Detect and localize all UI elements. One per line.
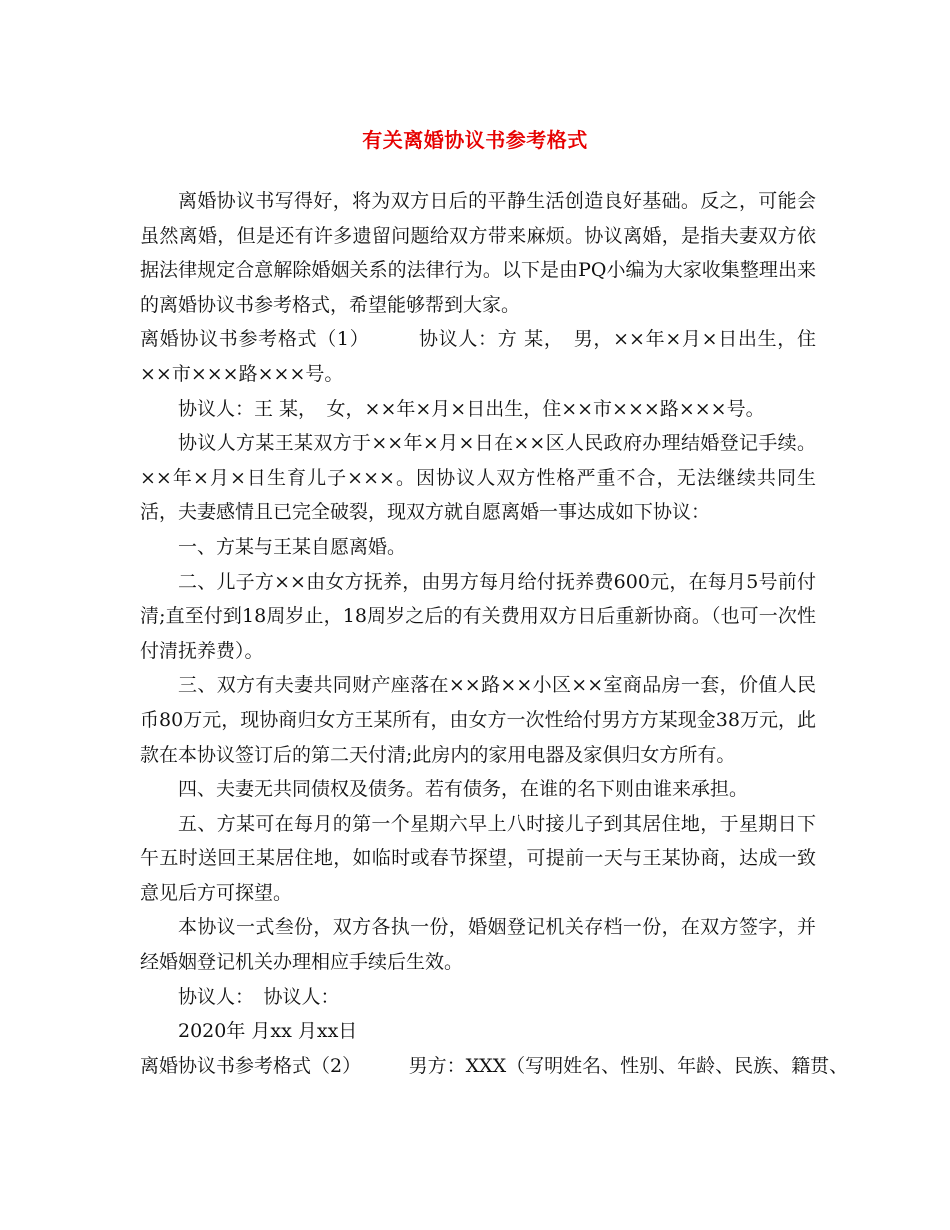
- paragraph-clause-3: 三、双方有夫妻共同财产座落在××路××小区××室商品房一套，价值人民币80万元，现协商归女方王某所有，由女方一次性给付男方方某现金38万元，此款在本协议签订后的第二天付清;此房内的家用电器及家俱归女方所有。: [140, 674, 816, 766]
- paragraph-clause-4: 四、夫妻无共同债权及债务。若有债务，在谁的名下则由谁来承担。: [178, 778, 749, 801]
- paragraph-copies: 本协议一式叁份，双方各执一份，婚姻登记机关存档一份，在双方签字，并经婚姻登记机关办理相应手续后生效。: [140, 916, 816, 974]
- document-body: [140, 184, 849, 1083]
- paragraph-background: 协议人方某王某双方于××年×月×日在××区人民政府办理结婚登记手续。××年×月×日生育儿子×××。因协议人双方性格严重不合，无法继续共同生活，夫妻感情且已完全破裂，现双方就自愿离婚一事达成如下协议：: [140, 432, 816, 524]
- paragraph-party-b: 协议人：王 某， 女，××年×月×日出生，住××市×××路×××号。: [178, 397, 765, 420]
- paragraph-signatures: 协议人： 协议人：: [178, 985, 340, 1008]
- paragraph-format2-heading: 离婚协议书参考格式（2） 男方：XXX（写明姓名、性别、年龄、民族、籍贯、: [140, 1054, 849, 1077]
- document-title: 有关离婚协议书参考格式: [362, 128, 588, 152]
- paragraph-date: 2020年 月xx 月xx日: [178, 1020, 358, 1043]
- paragraph-intro: 离婚协议书写得好，将为双方日后的平静生活创造良好基础。反之，可能会虽然离婚，但是还有许多遗留问题给双方带来麻烦。协议离婚，是指夫妻双方依据法律规定合意解除婚姻关系的法律行为。以下是由PQ小编为大家收集整理出来的离婚协议书参考格式，希望能够帮到大家。: [140, 190, 816, 316]
- paragraph-clause-1: 一、方某与王某自愿离婚。: [178, 535, 407, 558]
- paragraph-clause-5: 五、方某可在每月的第一个星期六早上八时接儿子到其居住地，于星期日下午五时送回王某居住地，如临时或春节探望，可提前一天与王某协商，达成一致意见后方可探望。: [140, 812, 816, 904]
- paragraph-format1-party-a: 离婚协议书参考格式（1） 协议人：方 某， 男，××年×月×日出生，住××市×××路×××号。: [140, 328, 816, 385]
- paragraph-clause-2: 二、儿子方××由女方抚养，由男方每月给付抚养费600元，在每月5号前付清;直至付到18周岁止，18周岁之后的有关费用双方日后重新协商。（也可一次性付清抚养费）。: [140, 570, 816, 662]
